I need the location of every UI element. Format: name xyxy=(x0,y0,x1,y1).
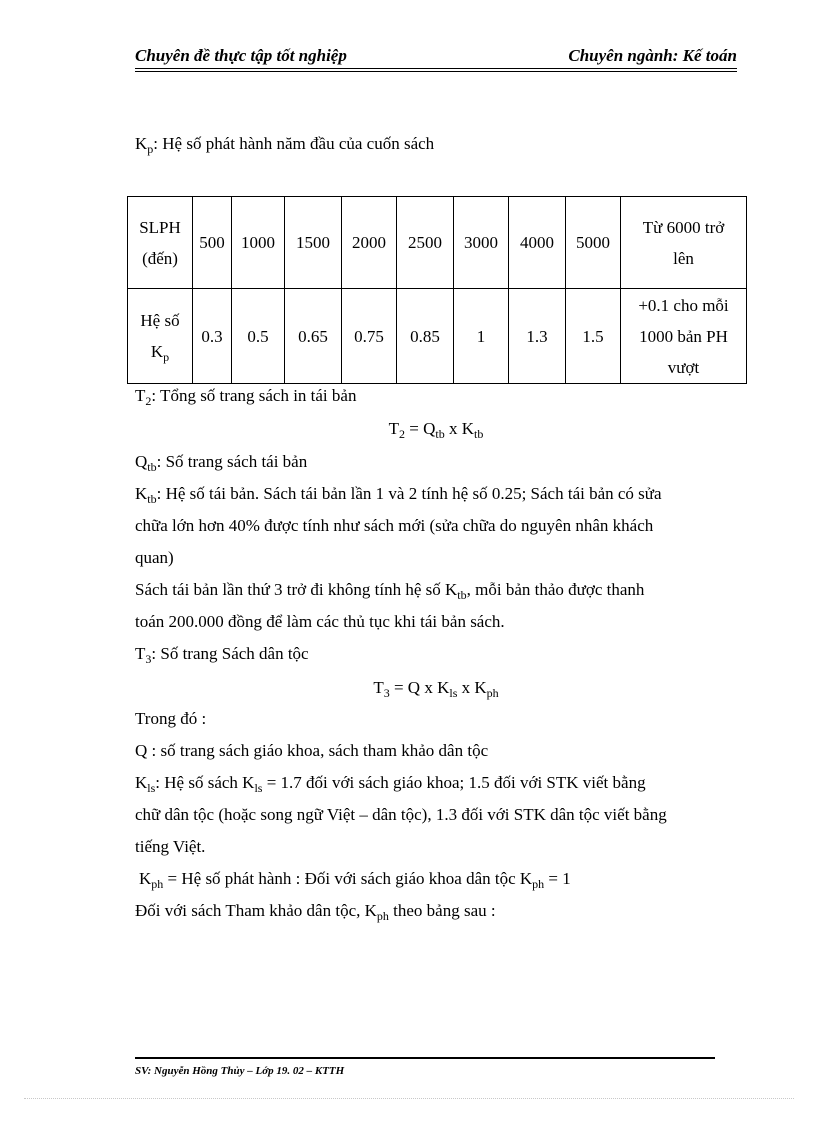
ktb-definition-line2: chữa lớn hơn 40% được tính như sách mới (sửa chữa do nguyên nhân khách xyxy=(135,516,654,535)
kp-table xyxy=(127,196,747,384)
table-head-label: SLPH (đến) xyxy=(128,197,193,289)
ktb-definition-line3: quan) xyxy=(135,548,174,567)
table-col-header: 2000 xyxy=(342,197,397,289)
table-cell: 0.5 xyxy=(232,289,285,384)
t3-formula: $T_3 = Q$ x $K_{ls}$ x $K_{ph}$ xyxy=(373,678,499,700)
reference-books-line: Đối với sách Tham khảo dân tộc, $K_{ph}$ theo bảng sau : xyxy=(135,901,496,923)
table-last-cell: +0.1 cho mỗi 1000 bản PH vượt xyxy=(621,289,747,384)
table-col-header: 1500 xyxy=(285,197,342,289)
kls-definition-line2: chữ dân tộc (hoặc song ngữ Việt – dân tộc), 1.3 đối với STK dân tộc viết bằng xyxy=(135,805,667,824)
reprint-line2: toán 200.000 đồng để làm các thủ tục khi tái bản sách. xyxy=(135,612,505,631)
q-definition: Q : số trang sách giáo khoa, sách tham khảo dân tộc xyxy=(135,741,489,760)
kls-definition-line3: tiếng Việt. xyxy=(135,837,206,856)
kp-definition: $K_p$: Hệ số phát hành năm đầu của cuốn sách xyxy=(135,134,435,156)
table-cell: 1.5 xyxy=(566,289,621,384)
kph-definition: $K_{ph}$ = Hệ số phát hành : Đối với sách giáo khoa dân tộc $K_{ph} = 1$ xyxy=(139,869,571,891)
table-cell: 0.3 xyxy=(193,289,232,384)
header-left: Chuyên đề thực tập tốt nghiệp xyxy=(135,46,347,65)
reprint-line1: Sách tái bản lần thứ 3 trở đi không tính hệ số $K_{tb}$, mỗi bản thảo được thanh xyxy=(135,580,645,602)
t3-definition: $T_3$: Số trang Sách dân tộc xyxy=(135,644,309,666)
trong-do-label: Trong đó : xyxy=(135,709,207,728)
t2-definition: $T_2$: Tổng số trang sách in tái bản xyxy=(135,386,357,408)
ktb-definition-line1: $K_{tb}$: Hệ số tái bản. Sách tái bản lần 1 và 2 tính hệ số 0.25; Sách tái bản có sửa xyxy=(135,484,662,506)
kls-definition-line1: $K_{ls}$: Hệ số sách $K_{ls} = 1.7$ đối với sách giáo khoa; 1.5 đối với STK viết bằng xyxy=(135,773,646,795)
table-cell: 0.75 xyxy=(342,289,397,384)
table-col-header: 4000 xyxy=(509,197,566,289)
table-cell: 0.85 xyxy=(397,289,454,384)
table-last-col-header: Từ 6000 trở lên xyxy=(621,197,747,289)
header-rule-bottom xyxy=(135,71,737,72)
table-col-header: 1000 xyxy=(232,197,285,289)
page-bottom-dotted-border xyxy=(24,1098,794,1099)
table-col-header: 5000 xyxy=(566,197,621,289)
table-cell: 1 xyxy=(454,289,509,384)
kp-table-header-row xyxy=(128,197,747,289)
page-header xyxy=(135,44,737,70)
page-footer: SV: Nguyễn Hồng Thủy – Lớp 19. 02 – KTTH xyxy=(135,1065,345,1077)
footer-rule xyxy=(135,1057,715,1059)
table-col-header: 2500 xyxy=(397,197,454,289)
table-col-header: 3000 xyxy=(454,197,509,289)
table-col-header: 500 xyxy=(193,197,232,289)
header-right: Chuyên ngành: Kế toán xyxy=(568,46,737,65)
kp-table-value-row xyxy=(128,289,747,384)
table-cell: 1.3 xyxy=(509,289,566,384)
table-cell: 0.65 xyxy=(285,289,342,384)
header-rule-top xyxy=(135,68,737,69)
t2-formula: $T_2 = Q_{tb}$ x $K_{tb}$ xyxy=(388,419,484,441)
qtb-definition: $Q_{tb}$: Số trang sách tái bản xyxy=(135,452,308,474)
table-row-label: Hệ số $K_p$ xyxy=(128,289,193,384)
